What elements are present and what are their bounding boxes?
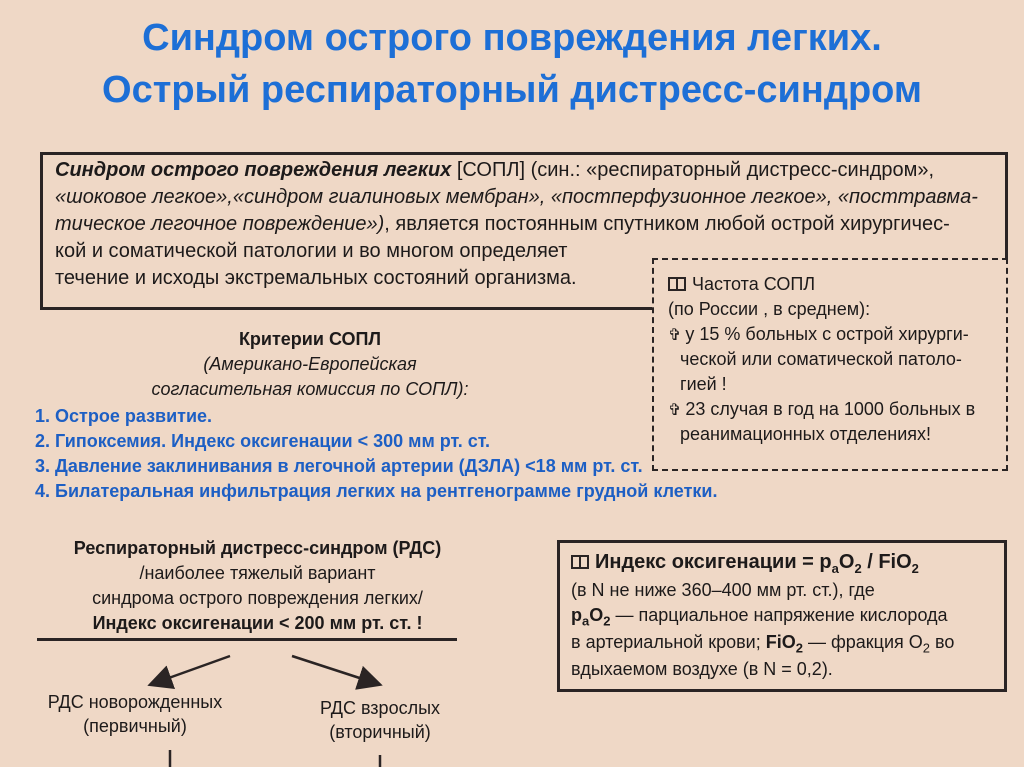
criteria-heading: Критерии СОПЛ (238, 329, 382, 349)
subscript-2: 2 (795, 640, 803, 656)
definition-term: Синдром острого повреждения легких (55, 159, 452, 181)
oxygen-symbol: O (838, 551, 855, 573)
fio2-definition-end: во (930, 632, 955, 652)
criteria-source-1: (Американо-Европейская (203, 354, 417, 374)
book-icon (668, 277, 686, 291)
frequency-item-1: у 15 % больных с острой хирурги- (685, 324, 969, 344)
definition-line-5: течение и исходы экстремальных состояний организма. (55, 267, 577, 289)
definition-synonyms-end: тическое легочное повреждение») (55, 213, 385, 235)
frequency-line-4: ческой или соматической патоло- (680, 349, 962, 369)
criteria-item-4: 4. Билатеральная инфильтрация легких на рентгенограмме грудной клетки. (35, 481, 718, 501)
cross-icon: ✞ (668, 402, 682, 419)
subscript-a: a (582, 613, 590, 629)
rds-newborn-type: (первичный) (83, 716, 187, 736)
rds-heading: Респираторный дистресс-синдром (РДС) (73, 538, 442, 558)
criteria-item-1: 1. Острое развитие. (35, 406, 213, 426)
rds-line-4: Индекс оксигенации < 200 мм рт. ст. ! (92, 613, 423, 633)
frequency-title: Частота СОПЛ (692, 274, 816, 294)
oxygenation-formula-start: Индекс оксигенации = p (595, 551, 832, 573)
oxygen-symbol: O (589, 605, 604, 625)
definition-line-1 (55, 157, 934, 183)
criteria-source-2: согласительная комиссия по СОПЛ): (151, 379, 469, 399)
subscript-2: 2 (911, 561, 919, 576)
rds-line-3: синдрома острого повреждения легких/ (92, 588, 423, 608)
definition-line-2: «шоковое легкое»,«синдром гиалиновых мембран», «постперфузионное легкое», «посттравма- (55, 186, 978, 208)
subscript-2: 2 (603, 613, 611, 629)
oxygenation-line-3 (571, 603, 948, 634)
frequency-item-2: 23 случая в год на 1000 больных в (685, 399, 976, 419)
rds-newborn-label: РДС новорожденных (47, 692, 223, 712)
pao2-definition: — парциальное напряжение кислорода (610, 605, 948, 625)
cross-icon: ✞ (668, 327, 682, 344)
rds-adult-label: РДС взрослых (319, 698, 441, 718)
definition-text: , является постоянным спутником любой острой хирургичес- (384, 213, 950, 235)
page-subtitle: Острый респираторный дистресс-синдром (102, 69, 922, 111)
oxygenation-line-4 (571, 630, 954, 661)
definition-line-4: кой и соматической патологии и во многом определяет (55, 240, 568, 262)
definition-line-3 (55, 211, 950, 237)
pao2-definition-end: в артериальной крови; (571, 632, 766, 652)
page-title: Синдром острого повреждения легких. (142, 17, 882, 59)
frequency-line-2: (по России , в среднем): (668, 299, 871, 319)
fio2-definition: — фракция O (802, 632, 923, 652)
frequency-line-5: гией ! (680, 374, 727, 394)
frequency-heading (668, 272, 815, 296)
oxygenation-title (571, 550, 919, 581)
arrow-adult (292, 656, 378, 684)
frequency-line-6 (668, 397, 975, 423)
pao2-label: p (571, 605, 582, 625)
criteria-item-3: 3. Давление заклинивания в легочной артерии (ДЗЛА) <18 мм рт. ст. (35, 456, 643, 476)
rds-adult-type: (вторичный) (329, 722, 431, 742)
oxygenation-formula-fio: / FiO (861, 551, 912, 573)
rds-newborn (25, 690, 245, 738)
frequency-line-7: реанимационных отделениях! (680, 424, 932, 444)
rds-adult (300, 696, 460, 744)
subscript-2: 2 (922, 640, 931, 656)
criteria-item-2: 2. Гипоксемия. Индекс оксигенации < 300 мм рт. ст. (35, 431, 491, 451)
definition-synonyms-start: [СОПЛ] (син.: «респираторный дистресс-синдром», (456, 159, 935, 181)
subscript-a: a (831, 561, 839, 576)
oxygenation-line-2: (в N не ниже 360–400 мм рт. ст.), где (571, 580, 875, 600)
oxygenation-line-5: вдыхаемом воздухе (в N = 0,2). (571, 659, 833, 679)
fio2-label: FiO (765, 632, 796, 652)
arrow-newborn (152, 656, 230, 684)
rds-line-2: /наиболее тяжелый вариант (139, 563, 376, 583)
book-icon (571, 555, 589, 569)
frequency-line-3 (668, 322, 969, 348)
subscript-2: 2 (854, 561, 862, 576)
